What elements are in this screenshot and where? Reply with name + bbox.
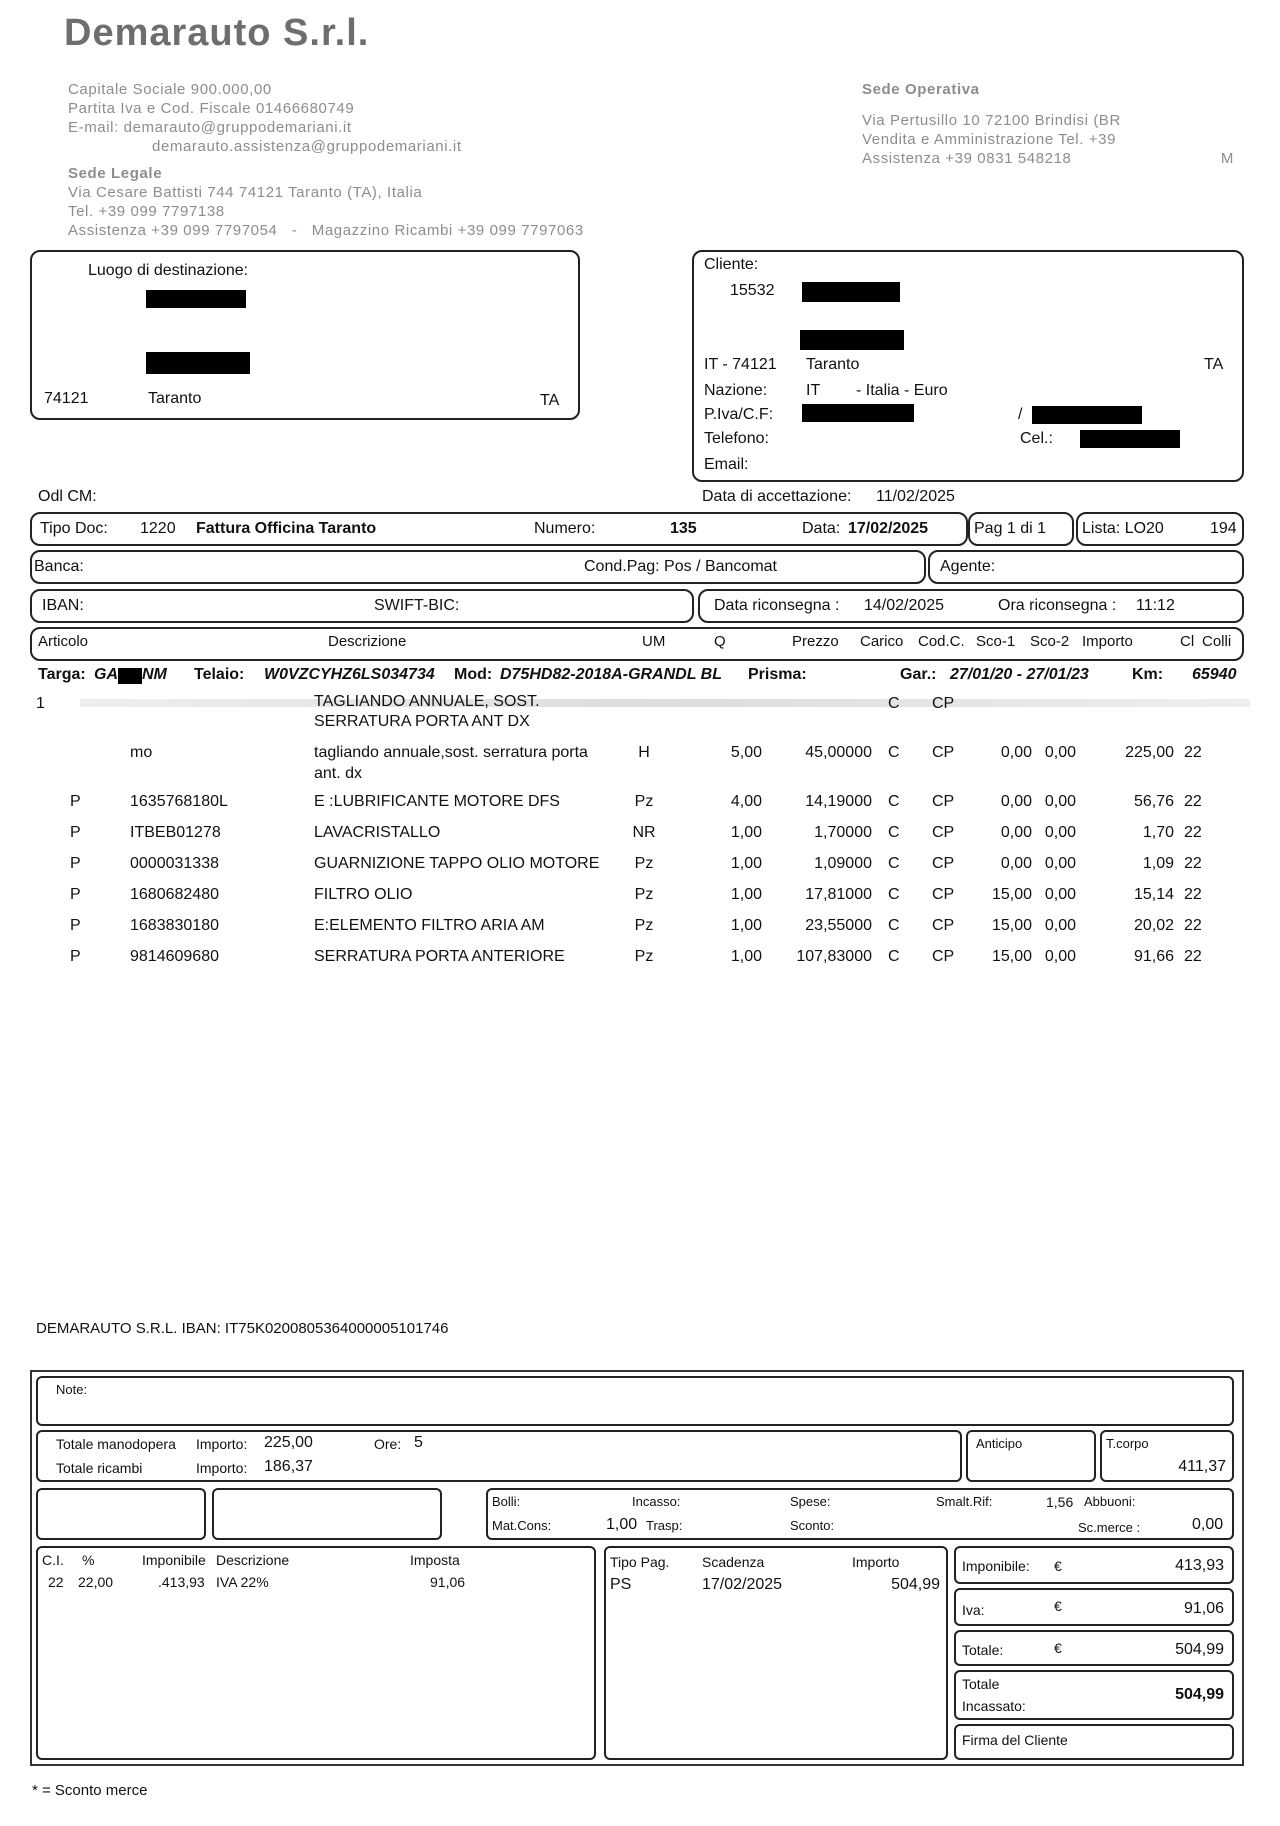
- scmerce-label: Sc.merce :: [1078, 1520, 1141, 1535]
- empty-box-2: [212, 1488, 442, 1540]
- redacted-bar: [800, 330, 904, 350]
- redacted-bar: [1080, 430, 1180, 448]
- banca-box: [30, 550, 926, 584]
- operative-office-block: [862, 80, 1242, 168]
- row-tipo: P: [70, 886, 81, 903]
- tcorpo: 411,37: [1178, 1458, 1226, 1475]
- tipo-code: 1220: [140, 520, 176, 537]
- charges-box: [486, 1488, 1234, 1540]
- banca-label: Banca:: [34, 558, 84, 575]
- row-carico: C: [888, 793, 900, 810]
- accept-label: Data di accettazione:: [702, 488, 852, 505]
- row-prezzo: 14,19000: [805, 793, 872, 810]
- smalt-label: Smalt.Rif:: [936, 1494, 993, 1509]
- tel-label: Telefono:: [704, 430, 769, 447]
- col-sco2: Sco-2: [1030, 633, 1070, 650]
- iva: 91,06: [1183, 1600, 1224, 1617]
- client-label: Cliente:: [704, 256, 759, 273]
- row-sco2: 0,00: [1044, 824, 1076, 841]
- matcons-label: Mat.Cons:: [492, 1518, 552, 1533]
- numero: 135: [670, 520, 697, 537]
- pay-tipo: PS: [610, 1576, 632, 1593]
- redacted-bar: [802, 282, 900, 302]
- row-carico: C: [888, 917, 900, 934]
- incasso-label: Incasso:: [632, 1494, 681, 1509]
- row-q: 5,00: [730, 744, 762, 761]
- pay-scadenza: 17/02/2025: [702, 1576, 783, 1593]
- row-um: Pz: [634, 793, 654, 810]
- row-tipo: P: [70, 855, 81, 872]
- legal-title: Sede Legale: [68, 165, 163, 182]
- targa-label: Targa:: [38, 666, 86, 683]
- vat-hdr-descrizione: Descrizione: [216, 1552, 290, 1568]
- row-articolo: mo: [130, 744, 153, 761]
- row-articolo: ITBEB01278: [130, 824, 221, 841]
- imponibile-box: [954, 1546, 1234, 1584]
- nation-label: Nazione:: [704, 382, 768, 399]
- op-assist-line: [862, 149, 1242, 168]
- capital: Capitale Sociale 900.000,00: [68, 81, 272, 98]
- legal-assist-line: [68, 221, 584, 240]
- piva-label: P.Iva/C.F:: [704, 406, 774, 423]
- group-codc: CP: [932, 695, 955, 712]
- row-descrizione: E :LUBRIFICANTE MOTORE DFS: [314, 793, 560, 810]
- col-codc: Cod.C.: [918, 633, 965, 650]
- legal-assist: Assistenza +39 099 7797054: [68, 222, 278, 239]
- telaio-label: Telaio:: [194, 666, 245, 683]
- company-info-block: [68, 80, 584, 240]
- email-2: demarauto.assistenza@gruppodemariani.it: [152, 138, 462, 155]
- sconto-label: Sconto:: [790, 1518, 835, 1533]
- row-sco1: 15,00: [991, 948, 1032, 965]
- op-assist: Assistenza +39 0831 548218: [862, 150, 1072, 167]
- row-prezzo: 1,09000: [814, 855, 872, 872]
- telaio: W0VZCYHZ6LS034734: [264, 666, 435, 683]
- pay-hdr-scadenza: Scadenza: [702, 1554, 765, 1570]
- company-name: Demarauto S.r.l.: [64, 12, 370, 54]
- destination-cap: 74121: [44, 390, 89, 407]
- row-sco2: 0,00: [1044, 744, 1076, 761]
- table-row: [0, 886, 1280, 910]
- group-num: 1: [36, 695, 45, 712]
- targa-b: NM: [142, 666, 167, 683]
- agente-box: [928, 550, 1244, 584]
- op-sales: Vendita e Amministrazione Tel. +39: [862, 131, 1117, 148]
- destination-box: [30, 250, 580, 420]
- mod: D75HD82-2018A-GRANDL BL: [500, 666, 722, 683]
- page-box: [968, 512, 1074, 546]
- riconsegna-box: [698, 589, 1244, 623]
- page-indicator: Pag 1 di 1: [974, 520, 1047, 537]
- km-label: Km:: [1132, 666, 1164, 683]
- row-descrizione: GUARNIZIONE TAPPO OLIO MOTORE: [314, 855, 600, 872]
- row-sco2: 0,00: [1044, 917, 1076, 934]
- row-cl: 22: [1184, 917, 1202, 934]
- vat-hdr-pct: %: [82, 1552, 95, 1568]
- row-importo: 56,76: [1133, 793, 1174, 810]
- row-q: 4,00: [730, 793, 762, 810]
- iva-euro: €: [1054, 1598, 1062, 1614]
- row-um: Pz: [634, 886, 654, 903]
- row-sco1: 15,00: [991, 917, 1032, 934]
- row-articolo: 1635768180L: [130, 793, 228, 810]
- nation-value: - Italia - Euro: [856, 382, 948, 399]
- redacted-bar: [1032, 406, 1142, 424]
- row-codc: CP: [932, 917, 955, 934]
- row-descrizione-2: ant. dx: [314, 765, 363, 782]
- lista-num: 194: [1210, 520, 1237, 537]
- row-sco1: 0,00: [1000, 824, 1032, 841]
- redacted-bar: [802, 404, 914, 422]
- row-sco2: 0,00: [1044, 793, 1076, 810]
- row-cl: 22: [1184, 886, 1202, 903]
- row-importo: 1,09: [1142, 855, 1174, 872]
- tipo-name: Fattura Officina Taranto: [196, 520, 377, 537]
- row-codc: CP: [932, 886, 955, 903]
- col-colli: Colli: [1202, 633, 1232, 650]
- iva-box: [954, 1588, 1234, 1626]
- abbuoni-label: Abbuoni:: [1084, 1494, 1136, 1509]
- row-sco1: 0,00: [1000, 744, 1032, 761]
- mano-box: [36, 1430, 962, 1482]
- vat-imponibile: .413,93: [158, 1574, 205, 1590]
- company-iban-line: DEMARAUTO S.R.L. IBAN: IT75K0200805364000005101746: [36, 1320, 449, 1337]
- row-codc: CP: [932, 948, 955, 965]
- destination-label: Luogo di destinazione:: [88, 262, 249, 279]
- table-row: [0, 855, 1280, 879]
- incassato-box: [954, 1670, 1234, 1720]
- row-articolo: 1680682480: [130, 886, 219, 903]
- group-title-2: SERRATURA PORTA ANT DX: [314, 713, 530, 730]
- destination-prov: TA: [540, 392, 560, 409]
- imponibile-euro: €: [1054, 1558, 1062, 1574]
- gar: 27/01/20 - 27/01/23: [950, 666, 1089, 683]
- row-carico: C: [888, 855, 900, 872]
- col-sco1: Sco-1: [976, 633, 1016, 650]
- row-prezzo: 107,83000: [796, 948, 872, 965]
- totale-label: Totale:: [962, 1642, 1004, 1658]
- group-shading: [80, 699, 1250, 707]
- row-tipo: P: [70, 917, 81, 934]
- group-header: [0, 693, 1280, 737]
- col-prezzo: Prezzo: [792, 633, 839, 650]
- agente-label: Agente:: [940, 558, 996, 575]
- empty-box-1: [36, 1488, 206, 1540]
- pay-hdr-tipo: Tipo Pag.: [610, 1554, 670, 1570]
- vat-pct: 22,00: [78, 1574, 114, 1590]
- table-row: [0, 793, 1280, 817]
- client-box: [692, 250, 1244, 482]
- totale-box: [954, 1630, 1234, 1666]
- row-carico: C: [888, 948, 900, 965]
- mano-label: Totale manodopera: [56, 1436, 176, 1452]
- email-1: demarauto@gruppodemariani.it: [123, 119, 352, 136]
- cel-label: Cel.:: [1020, 430, 1053, 447]
- totale: 504,99: [1175, 1641, 1224, 1658]
- row-sco2: 0,00: [1044, 948, 1076, 965]
- tcorpo-box: [1100, 1430, 1234, 1482]
- op-title: Sede Operativa: [862, 81, 980, 98]
- row-codc: CP: [932, 855, 955, 872]
- row-tipo: P: [70, 824, 81, 841]
- client-cap: IT - 74121: [704, 356, 777, 373]
- table-row: [0, 917, 1280, 941]
- nation-code: IT: [806, 382, 821, 399]
- row-importo: 91,66: [1133, 948, 1174, 965]
- row-um: Pz: [634, 855, 654, 872]
- row-descrizione: SERRATURA PORTA ANTERIORE: [314, 948, 565, 965]
- row-prezzo: 17,81000: [805, 886, 872, 903]
- legal-sep: -: [291, 222, 298, 239]
- row-um: Pz: [634, 917, 654, 934]
- row-q: 1,00: [730, 948, 762, 965]
- vat-ci: 22: [48, 1574, 64, 1590]
- op-address: Via Pertusillo 10 72100 Brindisi (BR: [862, 112, 1121, 129]
- riconsegna-date: 14/02/2025: [864, 597, 945, 614]
- client-prov: TA: [1204, 356, 1224, 373]
- km: 65940: [1192, 666, 1237, 683]
- row-cl: 22: [1184, 855, 1202, 872]
- gar-label: Gar.:: [900, 666, 937, 683]
- col-cl: Cl: [1180, 633, 1195, 650]
- row-prezzo: 23,55000: [805, 917, 872, 934]
- col-um: UM: [642, 633, 666, 650]
- row-prezzo: 45,00000: [805, 744, 872, 761]
- table-row: [0, 744, 1280, 788]
- email-line: [68, 118, 584, 137]
- vat-hdr-imponibile: Imponibile: [142, 1552, 206, 1568]
- vehicle-line: [38, 666, 1248, 688]
- data-label: Data:: [802, 520, 841, 537]
- columns-header: [30, 627, 1244, 661]
- redacted-bar: [146, 290, 246, 308]
- row-importo: 225,00: [1125, 744, 1174, 761]
- mano-importo-label: Importo:: [196, 1436, 248, 1452]
- redacted-bar: [146, 352, 250, 374]
- col-importo: Importo: [1082, 633, 1133, 650]
- lista-box: [1076, 512, 1244, 546]
- row-importo: 20,02: [1133, 917, 1174, 934]
- row-codc: CP: [932, 824, 955, 841]
- anticipo-box: [966, 1430, 1096, 1482]
- vat-table-box: [36, 1546, 596, 1760]
- firma-label: Firma del Cliente: [962, 1732, 1068, 1748]
- spese-label: Spese:: [790, 1494, 831, 1509]
- imponibile: 413,93: [1175, 1557, 1224, 1574]
- mano-importo: 225,00: [264, 1434, 313, 1451]
- group-carico: C: [888, 695, 900, 712]
- row-importo: 15,14: [1133, 886, 1174, 903]
- matcons: 1,00: [606, 1516, 638, 1533]
- ricambi-importo-label: Importo:: [196, 1460, 248, 1476]
- col-carico: Carico: [860, 633, 904, 650]
- totale-euro: €: [1054, 1640, 1062, 1656]
- ore: 5: [414, 1434, 423, 1451]
- client-email-label: Email:: [704, 456, 749, 473]
- doc-type-box: [30, 512, 968, 546]
- col-articolo: Articolo: [38, 633, 89, 650]
- incassato-label-1: Totale: [962, 1676, 1000, 1692]
- firma-box: [954, 1724, 1234, 1760]
- vat: Partita Iva e Cod. Fiscale 01466680749: [68, 100, 355, 117]
- row-q: 1,00: [730, 917, 762, 934]
- piva-sep: /: [1018, 406, 1023, 423]
- row-codc: CP: [932, 793, 955, 810]
- table-row: [0, 948, 1280, 972]
- row-articolo: 9814609680: [130, 948, 219, 965]
- ora: 11:12: [1136, 597, 1175, 614]
- iban-box: [30, 589, 694, 623]
- trasp-label: Trasp:: [646, 1518, 683, 1533]
- tipo-label: Tipo Doc:: [40, 520, 108, 537]
- row-descrizione: tagliando annuale,sost. serratura porta: [314, 744, 588, 761]
- ricambi-importo: 186,37: [264, 1458, 313, 1475]
- row-um: H: [638, 744, 650, 761]
- pay-hdr-importo: Importo: [852, 1554, 900, 1570]
- lista-label: Lista: LO20: [1082, 520, 1164, 537]
- iva-label: Iva:: [962, 1602, 985, 1618]
- op-extra: M: [1220, 150, 1234, 167]
- row-articolo: 0000031338: [130, 855, 219, 872]
- ore-label: Ore:: [374, 1436, 402, 1452]
- row-sco1: 0,00: [1000, 793, 1032, 810]
- row-descrizione: FILTRO OLIO: [314, 886, 413, 903]
- note-label: Note:: [56, 1382, 88, 1397]
- row-importo: 1,70: [1142, 824, 1174, 841]
- row-sco2: 0,00: [1044, 855, 1076, 872]
- vat-imposta: 91,06: [430, 1574, 466, 1590]
- vat-hdr-ci: C.I.: [42, 1552, 64, 1568]
- row-articolo: 1683830180: [130, 917, 219, 934]
- row-um: NR: [632, 824, 656, 841]
- row-carico: C: [888, 744, 900, 761]
- payment-box: [604, 1546, 948, 1760]
- email-label: E-mail:: [68, 119, 119, 136]
- riconsegna-label: Data riconsegna :: [714, 597, 840, 614]
- bolli-label: Bolli:: [492, 1494, 521, 1509]
- row-q: 1,00: [730, 824, 762, 841]
- row-sco1: 0,00: [1000, 855, 1032, 872]
- row-carico: C: [888, 824, 900, 841]
- row-tipo: P: [70, 948, 81, 965]
- row-codc: CP: [932, 744, 955, 761]
- row-carico: C: [888, 886, 900, 903]
- incassato: 504,99: [1175, 1686, 1224, 1703]
- scmerce: 0,00: [1192, 1516, 1224, 1533]
- row-cl: 22: [1184, 948, 1202, 965]
- tcorpo-label: T.corpo: [1106, 1436, 1149, 1451]
- mod-label: Mod:: [454, 666, 493, 683]
- ora-label: Ora riconsegna :: [998, 597, 1117, 614]
- smalt: 1,56: [1046, 1494, 1074, 1510]
- row-cl: 22: [1184, 744, 1202, 761]
- row-cl: 22: [1184, 824, 1202, 841]
- odl-label: Odl CM:: [38, 488, 97, 505]
- imponibile-label: Imponibile:: [962, 1558, 1030, 1574]
- destination-city: Taranto: [148, 390, 202, 407]
- table-row: [0, 824, 1280, 848]
- row-um: Pz: [634, 948, 654, 965]
- prisma-label: Prisma:: [748, 666, 807, 683]
- redacted-bar: [118, 668, 142, 684]
- legal-address: Via Cesare Battisti 744 74121 Taranto (TA), Italia: [68, 184, 423, 201]
- row-descrizione: E:ELEMENTO FILTRO ARIA AM: [314, 917, 545, 934]
- legal-tel: Tel. +39 099 7797138: [68, 203, 225, 220]
- row-q: 1,00: [730, 855, 762, 872]
- accept-date: 11/02/2025: [876, 488, 955, 505]
- footnote: * = Sconto merce: [32, 1782, 148, 1799]
- incassato-label-2: Incassato:: [962, 1698, 1026, 1714]
- swift-label: SWIFT-BIC:: [374, 597, 460, 614]
- client-code: 15532: [730, 282, 775, 299]
- numero-label: Numero:: [534, 520, 596, 537]
- row-tipo: P: [70, 793, 81, 810]
- legal-parts: Magazzino Ricambi +39 099 7797063: [311, 222, 584, 239]
- pay-importo: 504,99: [891, 1576, 940, 1593]
- ricambi-label: Totale ricambi: [56, 1460, 143, 1476]
- row-prezzo: 1,70000: [814, 824, 872, 841]
- group-title-1: TAGLIANDO ANNUALE, SOST.: [314, 693, 540, 710]
- col-q: Q: [714, 633, 726, 650]
- client-city: Taranto: [806, 356, 860, 373]
- note-box: [36, 1376, 1234, 1426]
- vat-hdr-imposta: Imposta: [410, 1552, 460, 1568]
- anticipo-label: Anticipo: [976, 1436, 1023, 1451]
- data-value: 17/02/2025: [848, 520, 929, 537]
- condpag: Cond.Pag: Pos / Bancomat: [584, 558, 777, 575]
- col-descrizione: Descrizione: [328, 633, 407, 650]
- row-q: 1,00: [730, 886, 762, 903]
- iban-label: IBAN:: [42, 597, 84, 614]
- row-sco2: 0,00: [1044, 886, 1076, 903]
- row-sco1: 15,00: [991, 886, 1032, 903]
- row-cl: 22: [1184, 793, 1202, 810]
- vat-desc: IVA 22%: [216, 1574, 269, 1590]
- targa-a: GA: [94, 666, 118, 683]
- row-descrizione: LAVACRISTALLO: [314, 824, 441, 841]
